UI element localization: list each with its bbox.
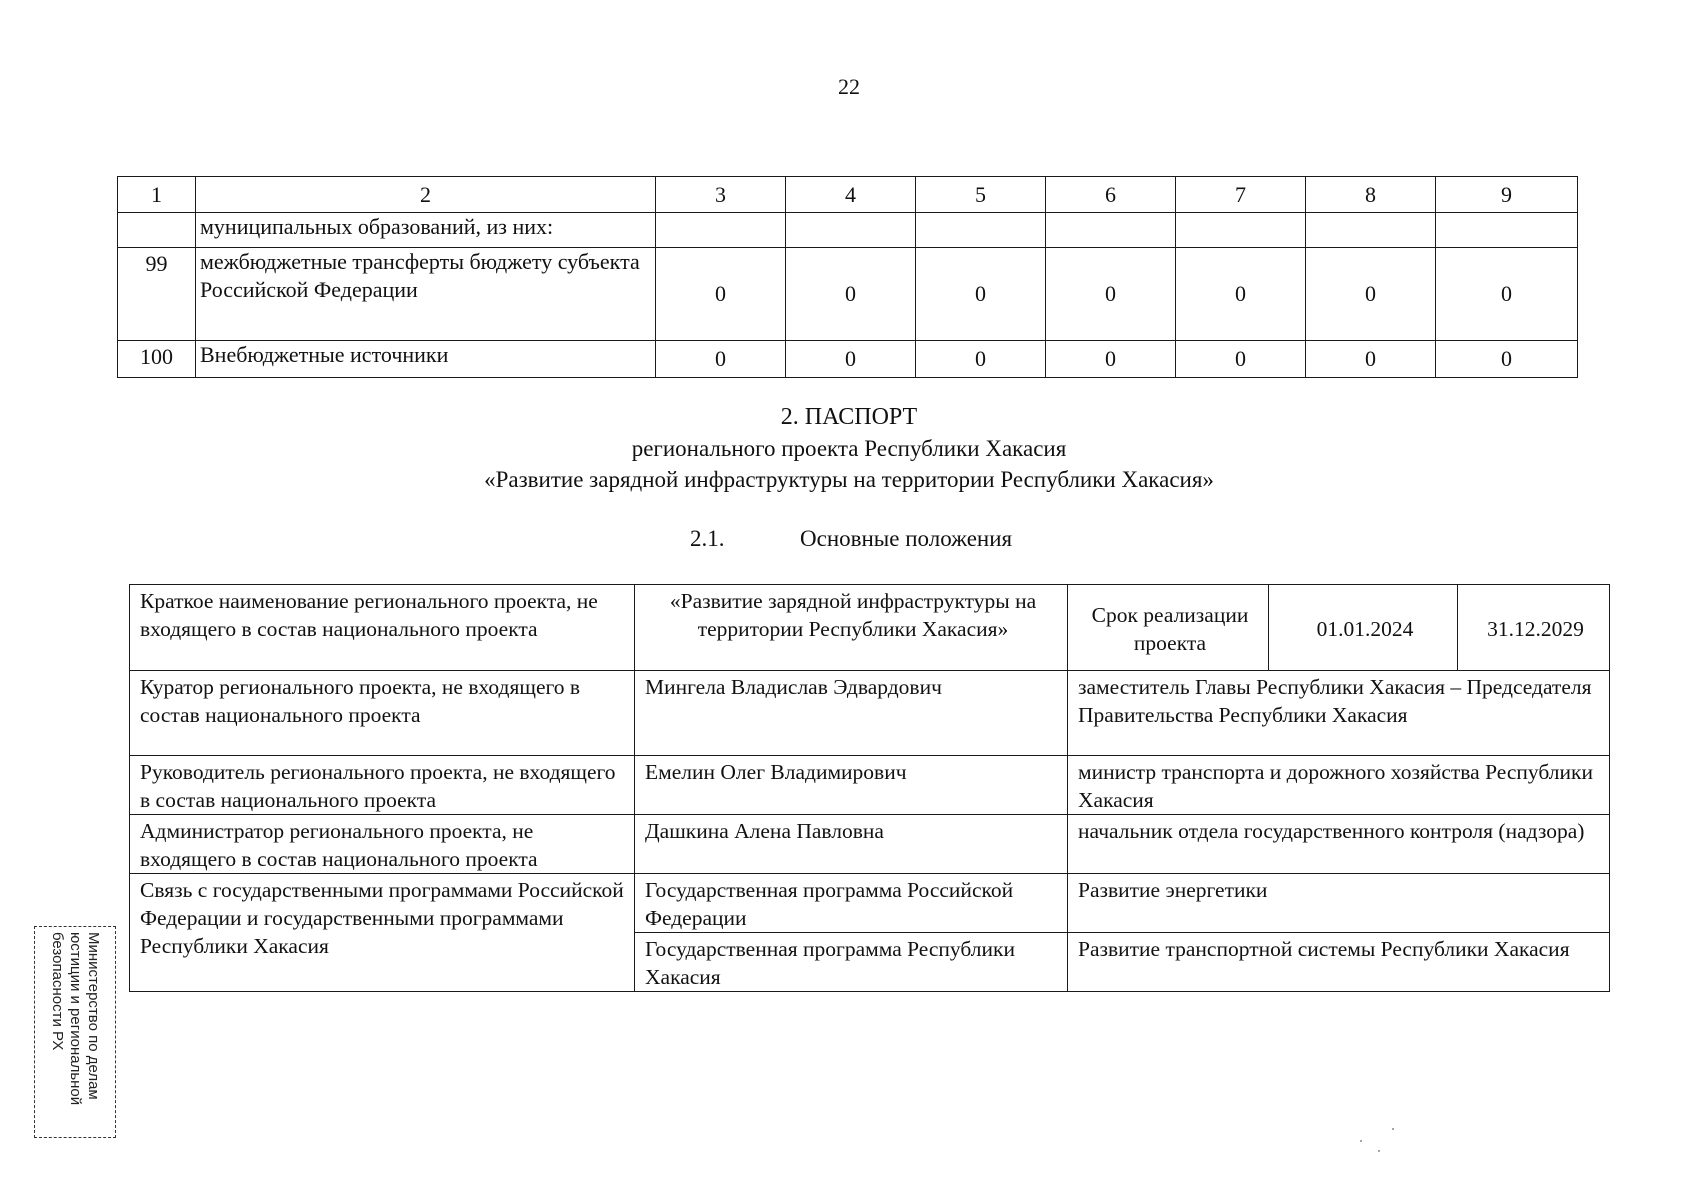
row-value: [1176, 213, 1306, 248]
table-row: [130, 756, 1610, 815]
table-row: [130, 874, 1610, 933]
row-value: 0: [786, 248, 916, 341]
row-value: 0: [1176, 341, 1306, 378]
stamp-line: юстиции и региональной: [67, 932, 84, 1106]
budget-header-cell: 6: [1046, 177, 1176, 213]
short-name-value: «Развитие зарядной инфраструктуры на территории Республики Хакасия»: [635, 585, 1068, 671]
rh-program-value: Развитие транспортной системы Республики Хакасия: [1068, 933, 1610, 992]
term-end-date: 31.12.2029: [1458, 585, 1610, 671]
page-number: 22: [838, 74, 860, 99]
row-number: 99: [118, 248, 196, 341]
row-value: 0: [916, 248, 1046, 341]
table-row: [118, 341, 1578, 378]
head-label: Руководитель регионального проекта, не входящего в состав национального проекта: [130, 756, 635, 815]
programs-link-label: Связь с государственными программами Российской Федерации и государственными программами Республики Хакасия: [130, 874, 635, 992]
row-value: [786, 213, 916, 248]
curator-label: Куратор регионального проекта, не входящего в состав национального проекта: [130, 671, 635, 756]
row-value: [656, 213, 786, 248]
row-value: [916, 213, 1046, 248]
head-position: министр транспорта и дорожного хозяйства Республики Хакасия: [1068, 756, 1610, 815]
rf-program-value: Развитие энергетики: [1068, 874, 1610, 933]
table-row: [130, 585, 1610, 671]
table-row: [130, 671, 1610, 756]
section-subtitle: регионального проекта Республики Хакасия: [631, 436, 1067, 461]
row-value: 0: [1046, 341, 1176, 378]
row-value: 0: [916, 341, 1046, 378]
stamp-text: [48, 932, 102, 1132]
row-value: [1436, 213, 1578, 248]
curator-name: Мингела Владислав Эдвардович: [635, 671, 1068, 756]
short-name-label: Краткое наименование регионального проекта, не входящего в состав национального проекта: [130, 585, 635, 671]
row-value: 0: [656, 341, 786, 378]
term-label: Срок реализации проекта: [1068, 585, 1269, 671]
table-row: [118, 248, 1578, 341]
scan-speck: [1360, 1140, 1362, 1142]
row-value: 0: [656, 248, 786, 341]
row-value: [1306, 213, 1436, 248]
row-value: 0: [1176, 248, 1306, 341]
row-number: 100: [118, 341, 196, 378]
budget-header-cell: 9: [1436, 177, 1578, 213]
budget-header-cell: 2: [196, 177, 656, 213]
row-value: 0: [1306, 341, 1436, 378]
subsection-heading: [690, 526, 1012, 552]
project-name-heading: «Развитие зарядной инфраструктуры на территории Республики Хакасия»: [484, 467, 1214, 492]
row-value: 0: [1046, 248, 1176, 341]
row-value: 0: [1436, 248, 1578, 341]
row-value: [1046, 213, 1176, 248]
row-name: Внебюджетные источники: [196, 341, 656, 378]
subsection-number: 2.1.: [690, 526, 725, 551]
admin-position: начальник отдела государственного контроля (надзора): [1068, 815, 1610, 874]
row-name: муниципальных образований, из них:: [196, 213, 656, 248]
budget-header-cell: 5: [916, 177, 1046, 213]
admin-label: Администратор регионального проекта, не входящего в состав национального проекта: [130, 815, 635, 874]
term-start-date: 01.01.2024: [1269, 585, 1458, 671]
budget-header-row: [118, 177, 1578, 213]
rh-program-label: Государственная программа Республики Хакасия: [635, 933, 1068, 992]
stamp-line: Министерство по делам: [85, 932, 102, 1100]
stamp-line: безопасности РХ: [49, 932, 66, 1051]
budget-header-cell: 1: [118, 177, 196, 213]
budget-header-cell: 4: [786, 177, 916, 213]
row-number: [118, 213, 196, 248]
subsection-title: Основные положения: [800, 526, 1013, 551]
budget-header-cell: 7: [1176, 177, 1306, 213]
scan-speck: [1378, 1150, 1380, 1152]
row-value: 0: [1436, 341, 1578, 378]
curator-position: заместитель Главы Республики Хакасия – Председателя Правительства Республики Хакасия: [1068, 671, 1610, 756]
registration-stamp: [34, 926, 116, 1138]
section-title: 2. ПАСПОРТ: [780, 404, 918, 430]
table-row: [130, 815, 1610, 874]
head-name: Емелин Олег Владимирович: [635, 756, 1068, 815]
admin-name: Дашкина Алена Павловна: [635, 815, 1068, 874]
table-row: [118, 213, 1578, 248]
passport-table: [129, 584, 1610, 992]
budget-header-cell: 3: [656, 177, 786, 213]
rf-program-label: Государственная программа Российской Федерации: [635, 874, 1068, 933]
row-value: 0: [786, 341, 916, 378]
row-name: межбюджетные трансферты бюджету субъекта Российской Федерации: [196, 248, 656, 341]
scan-speck: [1392, 1128, 1394, 1130]
budget-table: [117, 176, 1578, 378]
budget-header-cell: 8: [1306, 177, 1436, 213]
row-value: 0: [1306, 248, 1436, 341]
